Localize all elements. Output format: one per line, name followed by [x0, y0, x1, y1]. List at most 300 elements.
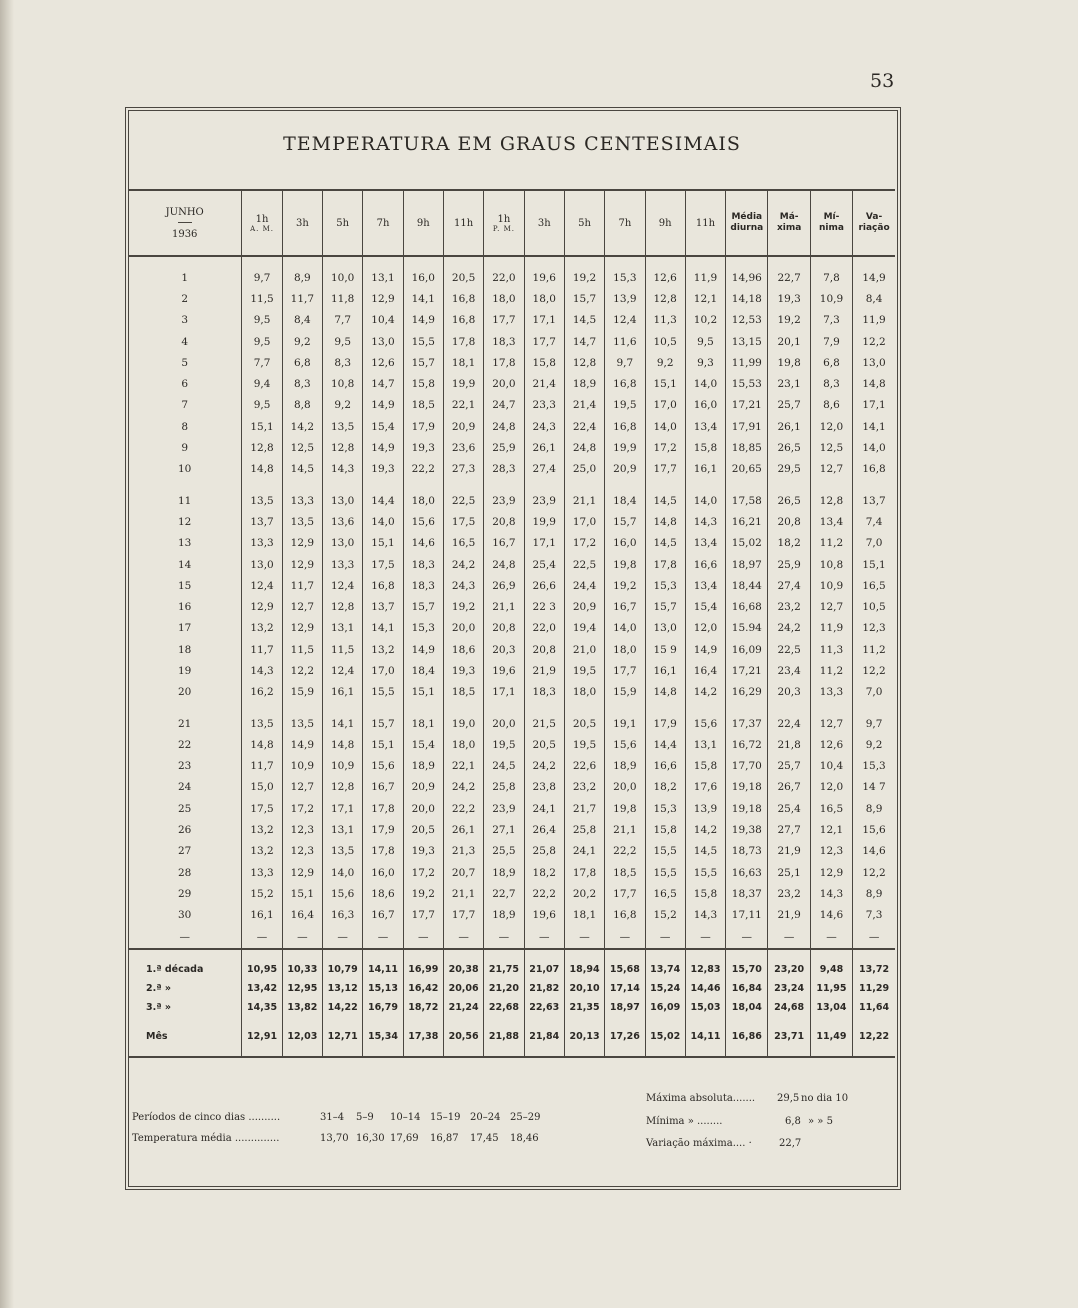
value-cell: 12,9	[810, 862, 852, 883]
value-cell: 17,26	[605, 1027, 645, 1046]
value-cell: 15,2	[242, 883, 282, 904]
hour-header	[443, 190, 483, 256]
value-cell: 12,4	[242, 575, 282, 596]
value-cell: 15,7	[363, 713, 403, 734]
day-row	[128, 883, 895, 904]
value-cell: 19,8	[605, 798, 645, 819]
day-row	[128, 777, 895, 798]
spacer-cell	[605, 480, 645, 490]
value-cell: 11,95	[810, 979, 852, 998]
dash-cell: —	[282, 926, 322, 949]
spacer-cell	[363, 256, 403, 267]
spacer-cell	[484, 1046, 524, 1057]
spacer-cell	[645, 480, 685, 490]
value-cell: 22,5	[443, 490, 483, 511]
media-header	[726, 190, 768, 256]
spacer-cell	[363, 1017, 403, 1027]
value-cell: 12,8	[564, 352, 604, 373]
value-cell: 28,3	[484, 459, 524, 480]
value-cell: 24,1	[524, 798, 564, 819]
value-cell: 13,3	[242, 862, 282, 883]
value-cell: 11,9	[810, 618, 852, 639]
value-cell: 8,4	[282, 310, 322, 331]
dash-cell: —	[524, 926, 564, 949]
value-cell: 15,8	[403, 373, 443, 394]
value-cell: 12,9	[242, 596, 282, 617]
value-cell: 17,58	[726, 490, 768, 511]
value-cell: 22,6	[564, 756, 604, 777]
value-cell: 21,84	[524, 1027, 564, 1046]
value-cell: 19,1	[605, 713, 645, 734]
value-cell: 14,5	[645, 533, 685, 554]
value-cell: 16,09	[726, 639, 768, 660]
value-cell: 13,6	[323, 511, 363, 532]
value-cell: 18,2	[645, 777, 685, 798]
value-cell: 18,3	[403, 575, 443, 596]
value-cell: 18,9	[484, 905, 524, 926]
variacao-header-line: riação	[858, 223, 890, 233]
value-cell: 16,7	[484, 533, 524, 554]
value-cell: 15,4	[685, 596, 725, 617]
hour-header	[645, 190, 685, 256]
value-cell: 9,5	[242, 310, 282, 331]
row-label: 8	[181, 420, 189, 433]
value-cell: 12,8	[810, 490, 852, 511]
value-cell: 16,0	[403, 267, 443, 288]
value-cell: 12,4	[605, 310, 645, 331]
value-cell: 12,8	[242, 437, 282, 458]
value-cell: 20,5	[564, 713, 604, 734]
value-cell: 20,1	[768, 331, 810, 352]
value-cell: 15,1	[242, 416, 282, 437]
value-cell: 14,7	[564, 331, 604, 352]
spacer-cell	[810, 703, 852, 713]
row-label: Mês	[146, 1030, 168, 1042]
spacer-cell	[768, 703, 810, 713]
value-cell: 8,9	[853, 883, 895, 904]
spacer-cell	[242, 1017, 282, 1027]
day-row	[128, 554, 895, 575]
value-cell: 22,63	[524, 998, 564, 1017]
value-cell: 23,71	[768, 1027, 810, 1046]
spacer-row	[128, 949, 895, 960]
day-row	[128, 734, 895, 755]
value-cell: 13,1	[685, 734, 725, 755]
value-cell: 14,5	[645, 490, 685, 511]
value-cell: 14,9	[363, 437, 403, 458]
value-cell: 27,7	[768, 819, 810, 840]
value-cell: 13,7	[242, 511, 282, 532]
hour-header	[403, 190, 443, 256]
spacer-cell	[128, 256, 242, 267]
value-cell: 17,8	[645, 554, 685, 575]
value-cell: 16,5	[810, 798, 852, 819]
value-cell: 15,34	[363, 1027, 403, 1046]
value-cell: 18,3	[484, 331, 524, 352]
spacer-cell	[810, 480, 852, 490]
value-cell: 23,4	[768, 660, 810, 681]
value-cell: 19,9	[443, 373, 483, 394]
day-row	[128, 331, 895, 352]
value-cell: 16,1	[323, 682, 363, 703]
value-cell: 11,6	[605, 331, 645, 352]
day-row	[128, 437, 895, 458]
value-cell: 15,24	[645, 979, 685, 998]
value-cell: 24,2	[524, 756, 564, 777]
spacer-cell	[282, 1046, 322, 1057]
value-cell: 13,5	[282, 713, 322, 734]
value-cell: 18,97	[605, 998, 645, 1017]
value-cell: 20,9	[605, 459, 645, 480]
value-cell: 24,68	[768, 998, 810, 1017]
period-range: 15–19	[430, 1112, 461, 1123]
value-cell: 16,4	[685, 660, 725, 681]
value-cell: 17,5	[443, 511, 483, 532]
row-label: 30	[178, 909, 192, 922]
dash-cell: —	[403, 926, 443, 949]
spacer-cell	[853, 703, 895, 713]
value-cell: 15,5	[645, 862, 685, 883]
value-cell: 12,5	[282, 437, 322, 458]
value-cell: 21,3	[443, 841, 483, 862]
spacer-row	[128, 480, 895, 490]
value-cell: 17,5	[363, 554, 403, 575]
value-cell: 27,4	[768, 575, 810, 596]
value-cell: 13,0	[645, 618, 685, 639]
period-range: 31–4	[320, 1112, 345, 1123]
spacer-cell	[282, 703, 322, 713]
value-cell: 14,8	[645, 682, 685, 703]
value-cell: 19,9	[524, 511, 564, 532]
value-cell: 20,9	[443, 416, 483, 437]
value-cell: 15,9	[605, 682, 645, 703]
value-cell: 25,1	[768, 862, 810, 883]
spacer-cell	[128, 949, 242, 960]
value-cell: 12,3	[853, 618, 895, 639]
value-cell: 22,0	[484, 267, 524, 288]
value-cell: 13,72	[853, 960, 895, 979]
value-cell: 26,5	[768, 437, 810, 458]
value-cell: 9,2	[282, 331, 322, 352]
value-cell: 19,3	[403, 437, 443, 458]
value-cell: 12,2	[853, 660, 895, 681]
value-cell: 26,1	[768, 416, 810, 437]
spacer-cell	[443, 949, 483, 960]
value-cell: 13,9	[605, 288, 645, 309]
spacer-cell	[685, 949, 725, 960]
row-label: 12	[178, 515, 192, 528]
value-cell: 21,24	[443, 998, 483, 1017]
spacer-cell	[242, 703, 282, 713]
value-cell: 25,5	[484, 841, 524, 862]
spacer-cell	[282, 1017, 322, 1027]
value-cell: 15,6	[403, 511, 443, 532]
value-cell: 17,2	[564, 533, 604, 554]
spacer-cell	[403, 1046, 443, 1057]
value-cell: 20,8	[484, 511, 524, 532]
period-temp-value: 17,69	[390, 1133, 419, 1144]
value-cell: 12,7	[810, 459, 852, 480]
row-label: 15	[178, 579, 192, 592]
spacer-cell	[484, 1017, 524, 1027]
value-cell: 22,4	[768, 713, 810, 734]
value-cell: 16,8	[605, 905, 645, 926]
value-cell: 12,9	[282, 533, 322, 554]
value-cell: 15,1	[403, 682, 443, 703]
decade-row	[128, 960, 895, 979]
row-label: 1	[181, 271, 189, 284]
value-cell: 25,8	[484, 777, 524, 798]
spacer-cell	[323, 949, 363, 960]
value-cell: 14,5	[685, 841, 725, 862]
day-row	[128, 596, 895, 617]
value-cell: 18,1	[564, 905, 604, 926]
value-cell: 17,7	[403, 905, 443, 926]
value-cell: 15,6	[685, 713, 725, 734]
value-cell: 15,3	[853, 756, 895, 777]
value-cell: 15,5	[403, 331, 443, 352]
value-cell: 16,68	[726, 596, 768, 617]
value-cell: 17,1	[524, 310, 564, 331]
value-cell: 14,1	[403, 288, 443, 309]
dash-cell: —	[768, 926, 810, 949]
value-cell: 11,49	[810, 1027, 852, 1046]
row-label: 28	[178, 866, 192, 879]
maxima-header-line: xima	[776, 223, 802, 233]
value-cell: 11,64	[853, 998, 895, 1017]
value-cell: 25,7	[768, 756, 810, 777]
value-cell: 16,29	[726, 682, 768, 703]
value-cell: 23,9	[524, 490, 564, 511]
value-cell: 25,8	[564, 819, 604, 840]
value-cell: 7,3	[810, 310, 852, 331]
value-cell: 7,4	[853, 511, 895, 532]
value-cell: 10,33	[282, 960, 322, 979]
hour-header	[363, 190, 403, 256]
value-cell: 12,9	[282, 554, 322, 575]
spacer-cell	[282, 949, 322, 960]
value-cell: 25,8	[524, 841, 564, 862]
value-cell: 17,9	[645, 713, 685, 734]
value-cell: 13,5	[282, 511, 322, 532]
temperature-table	[128, 189, 895, 1058]
spacer-cell	[484, 480, 524, 490]
value-cell: 15,4	[363, 416, 403, 437]
value-cell: 9,5	[242, 395, 282, 416]
value-cell: 27,1	[484, 819, 524, 840]
spacer-cell	[363, 1046, 403, 1057]
row-label: 21	[178, 717, 192, 730]
value-cell: 23,9	[484, 798, 524, 819]
value-cell: 14,5	[564, 310, 604, 331]
day-row	[128, 575, 895, 596]
value-cell: 17,8	[484, 352, 524, 373]
value-cell: 19,18	[726, 777, 768, 798]
value-cell: 12,7	[282, 777, 322, 798]
value-cell: 11,8	[323, 288, 363, 309]
dash-cell: —	[443, 926, 483, 949]
value-cell: 19,3	[768, 288, 810, 309]
value-cell: 20,2	[564, 883, 604, 904]
value-cell: 14,3	[810, 883, 852, 904]
value-cell: 15,9	[282, 682, 322, 703]
value-cell: 10,8	[810, 554, 852, 575]
value-cell: 18,5	[605, 862, 645, 883]
value-cell: 18,0	[443, 734, 483, 755]
value-cell: 16,8	[853, 459, 895, 480]
value-cell: 24,3	[524, 416, 564, 437]
year-label: 1936	[171, 228, 198, 240]
minima-header-line: nima	[818, 223, 844, 233]
book-binding-edge	[0, 0, 14, 1308]
value-cell: 11,29	[853, 979, 895, 998]
value-cell: 20,38	[443, 960, 483, 979]
value-cell: 17,5	[242, 798, 282, 819]
value-cell: 17,8	[443, 331, 483, 352]
row-label: 24	[178, 781, 192, 794]
value-cell: 17,7	[443, 905, 483, 926]
value-cell: 16,79	[363, 998, 403, 1017]
value-cell: 16,3	[323, 905, 363, 926]
spacer-cell	[524, 1017, 564, 1027]
period-temp-value: 17,45	[470, 1133, 499, 1144]
value-cell: 22,5	[564, 554, 604, 575]
value-cell: 13,12	[323, 979, 363, 998]
value-cell: 14,1	[323, 713, 363, 734]
spacer-cell	[403, 703, 443, 713]
mean-temp-label: Temperatura média ..............	[132, 1133, 280, 1144]
value-cell: 12,8	[323, 596, 363, 617]
value-cell: 16,1	[645, 660, 685, 681]
variacao-header	[853, 190, 895, 256]
page-number: 53	[870, 70, 895, 92]
day-row	[128, 618, 895, 639]
value-cell: 16,6	[645, 756, 685, 777]
value-cell: 9,3	[685, 352, 725, 373]
value-cell: 15 9	[645, 639, 685, 660]
day-row	[128, 862, 895, 883]
spacer-cell	[403, 480, 443, 490]
value-cell: 16,6	[685, 554, 725, 575]
value-cell: 19,2	[605, 575, 645, 596]
value-cell: 11,5	[282, 639, 322, 660]
value-cell: 20,10	[564, 979, 604, 998]
value-cell: 18,44	[726, 575, 768, 596]
value-cell: 19,5	[605, 395, 645, 416]
spacer-cell	[323, 1046, 363, 1057]
value-cell: 14,1	[363, 618, 403, 639]
value-cell: 14,3	[685, 905, 725, 926]
value-cell: 11,7	[282, 288, 322, 309]
value-cell: 20,8	[768, 511, 810, 532]
value-cell: 12,71	[323, 1027, 363, 1046]
hour-label: 1h	[255, 213, 269, 225]
spacer-cell	[685, 703, 725, 713]
value-cell: 9,5	[685, 331, 725, 352]
value-cell: 18,0	[564, 682, 604, 703]
value-cell: 12,3	[282, 841, 322, 862]
value-cell: 11,2	[810, 533, 852, 554]
value-cell: 21,82	[524, 979, 564, 998]
value-cell: 17,2	[403, 862, 443, 883]
value-cell: 19,18	[726, 798, 768, 819]
value-cell: 11,9	[685, 267, 725, 288]
row-label: 18	[178, 643, 192, 656]
value-cell: 16,8	[605, 373, 645, 394]
value-cell: 13,3	[282, 490, 322, 511]
value-cell: 17,21	[726, 660, 768, 681]
spacer-cell	[853, 480, 895, 490]
hour-label: 3h	[295, 217, 309, 229]
spacer-cell	[443, 480, 483, 490]
value-cell: 10,2	[685, 310, 725, 331]
value-cell: 16,42	[403, 979, 443, 998]
day-row	[128, 288, 895, 309]
value-cell: 26,1	[443, 819, 483, 840]
value-cell: 22,1	[443, 395, 483, 416]
value-cell: 15,13	[363, 979, 403, 998]
value-cell: 15,3	[605, 267, 645, 288]
value-cell: 19,2	[403, 883, 443, 904]
value-cell: 13,2	[242, 819, 282, 840]
value-cell: 16,5	[645, 883, 685, 904]
spacer-cell	[645, 703, 685, 713]
hour-label: 5h	[578, 217, 591, 229]
row-label: 11	[178, 494, 192, 507]
value-cell: 15,5	[685, 862, 725, 883]
day-row	[128, 905, 895, 926]
spacer-cell	[605, 1017, 645, 1027]
value-cell: 14,0	[685, 490, 725, 511]
row-label: 17	[178, 622, 192, 635]
value-cell: 19,2	[443, 596, 483, 617]
period-temp-value: 16,30	[356, 1133, 385, 1144]
value-cell: 15,6	[363, 756, 403, 777]
value-cell: 15,1	[853, 554, 895, 575]
value-cell: 18,2	[524, 862, 564, 883]
day-row	[128, 841, 895, 862]
hour-label: 11h	[695, 217, 716, 229]
value-cell: 12,2	[282, 660, 322, 681]
dash-cell: —	[645, 926, 685, 949]
value-cell: 22,2	[443, 798, 483, 819]
spacer-cell	[810, 1017, 852, 1027]
value-cell: 16,0	[363, 862, 403, 883]
day-row	[128, 352, 895, 373]
value-cell: 8,3	[323, 352, 363, 373]
value-cell: 20,8	[524, 639, 564, 660]
value-cell: 14,0	[605, 618, 645, 639]
value-cell: 10,9	[323, 756, 363, 777]
value-cell: 14,18	[726, 288, 768, 309]
value-cell: 21,1	[484, 596, 524, 617]
value-cell: 26,1	[524, 437, 564, 458]
value-cell: 15,8	[524, 352, 564, 373]
value-cell: 9,48	[810, 960, 852, 979]
value-cell: 22,2	[605, 841, 645, 862]
day-row	[128, 533, 895, 554]
value-cell: 16,8	[363, 575, 403, 596]
value-cell: 19,0	[443, 713, 483, 734]
value-cell: 9,7	[605, 352, 645, 373]
value-cell: 20,5	[443, 267, 483, 288]
value-cell: 14,3	[685, 511, 725, 532]
value-cell: 12,9	[282, 862, 322, 883]
value-cell: 12,03	[282, 1027, 322, 1046]
value-cell: 8,3	[810, 373, 852, 394]
value-cell: 24,2	[443, 777, 483, 798]
spacer-cell	[685, 480, 725, 490]
